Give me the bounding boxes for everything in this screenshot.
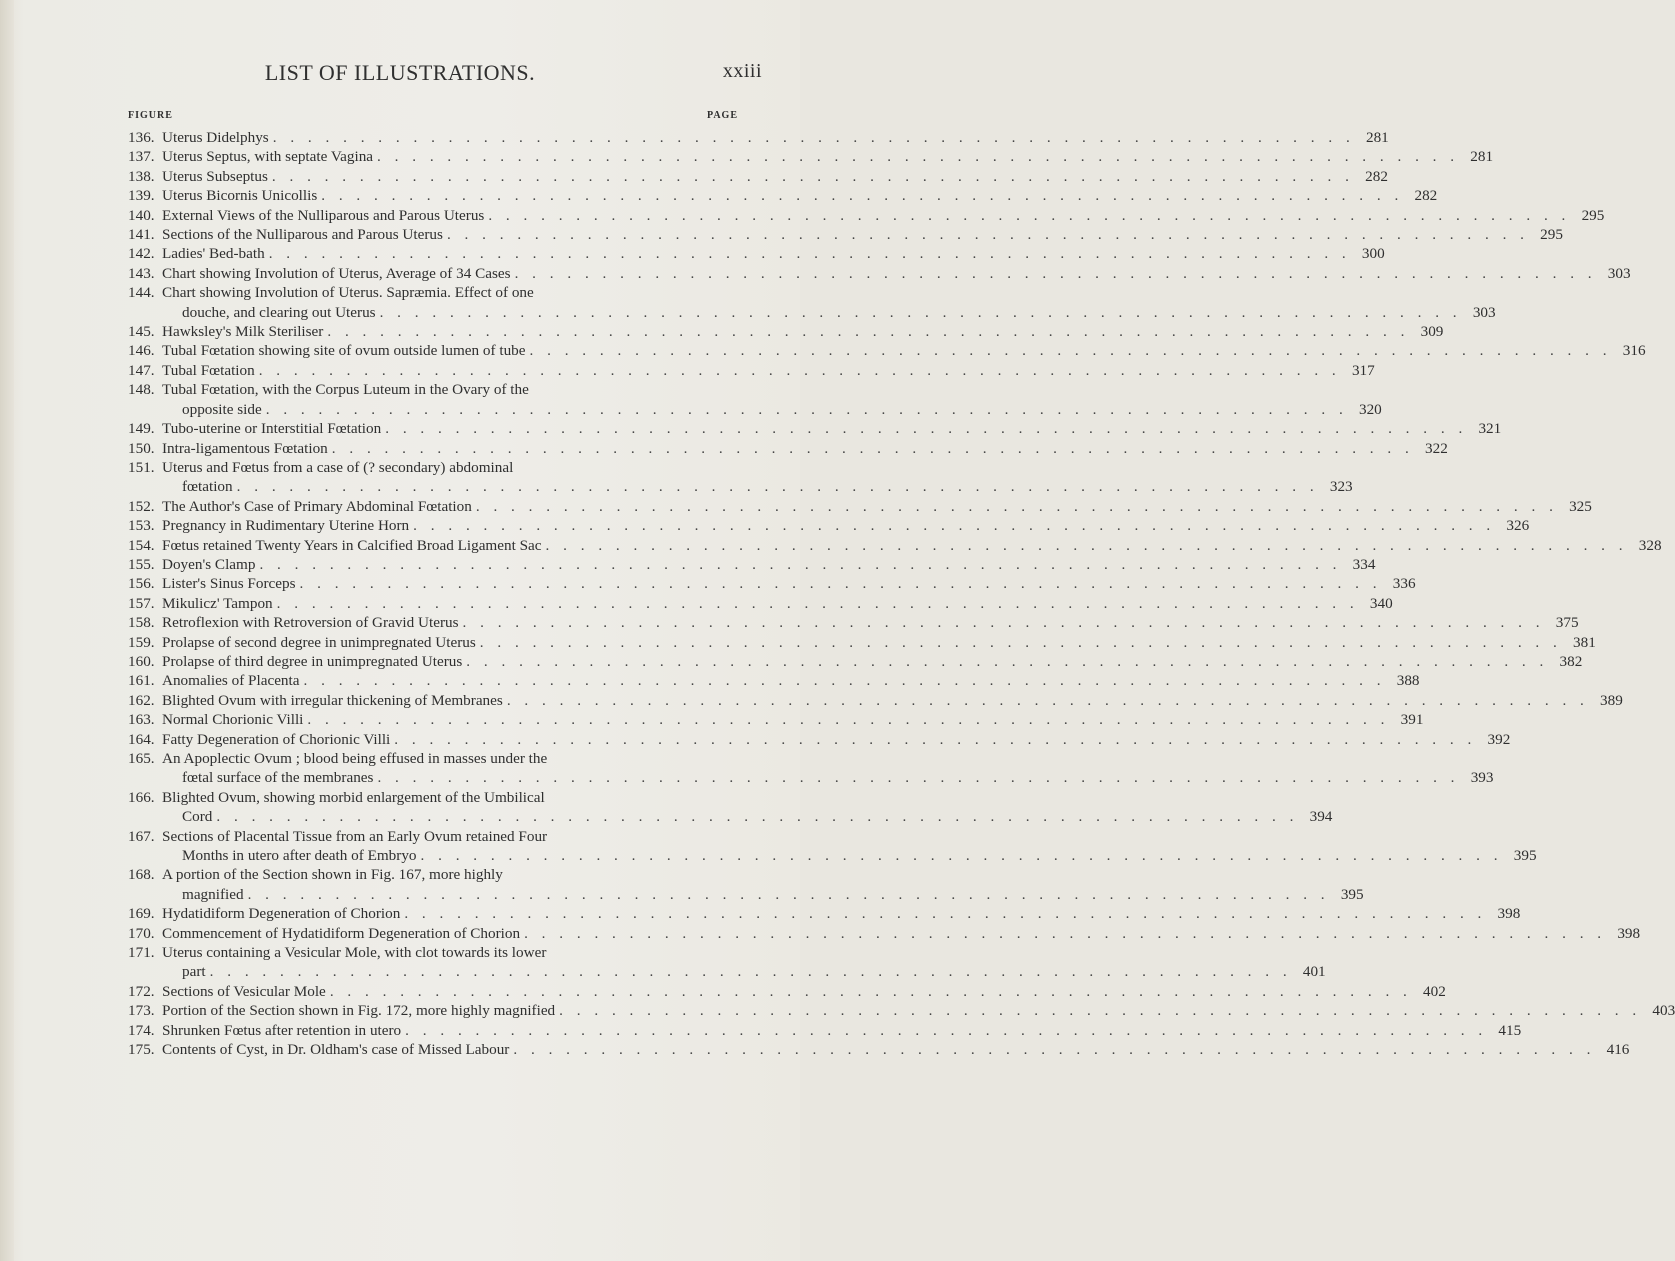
figure-caption [162, 555, 1375, 574]
page-title: LIST OF ILLUSTRATIONS. [264, 60, 536, 85]
figure-caption [162, 594, 1393, 613]
dot-leader: . . . . . . . . . . . . . . . . . . . . . . . . . . . . . . . . . . . . . . . . . . . . . . . . . . . . . . . . . . . . . . [307, 711, 1390, 729]
page-reference: 403 [1652, 1002, 1675, 1020]
list-item [128, 1040, 1630, 1059]
figure-caption [162, 283, 1496, 322]
figure-caption [162, 497, 1592, 516]
figure-number: 158. [128, 614, 155, 632]
list-item [128, 1001, 1675, 1020]
page-reference: 321 [1478, 420, 1502, 438]
figure-number: 141. [128, 226, 155, 244]
list-item [128, 788, 1333, 827]
column-headers [128, 110, 738, 128]
caption-line: opposite side [182, 400, 262, 418]
list-item [128, 458, 1353, 497]
caption-line: Uterus and Fœtus from a case of (? secondary) abdominal [162, 458, 514, 476]
caption-line: Fatty Degeneration of Chorionic Villi [162, 730, 391, 748]
page-reference: 322 [1425, 439, 1448, 457]
figure-number: 149. [128, 420, 155, 438]
figure-caption [162, 574, 1416, 593]
page-reference: 320 [1358, 400, 1382, 418]
caption-line: Fœtus retained Twenty Years in Calcified Broad Ligament Sac [162, 536, 542, 554]
figure-caption [162, 225, 1563, 244]
figure-number: 146. [128, 342, 155, 360]
page-reference: 309 [1420, 323, 1444, 341]
caption-line: Portion of the Section shown in Fig. 172, more highly magnified [162, 1002, 556, 1020]
list-item [128, 244, 1385, 263]
caption-line: Cord [182, 808, 213, 826]
dot-leader: . . . . . . . . . . . . . . . . . . . . . . . . . . . . . . . . . . . . . . . . . . . . . . . . . . . . . . . . . . . . . . [331, 439, 1414, 457]
dot-leader: . . . . . . . . . . . . . . . . . . . . . . . . . . . . . . . . . . . . . . . . . . . . . . . . . . . . . . . . . . . . . . [329, 982, 1412, 1000]
figure-number: 150. [128, 439, 155, 457]
figure-number: 147. [128, 361, 155, 379]
caption-line: Commencement of Hydatidiform Degeneration of Chorion [162, 924, 521, 942]
dot-leader: . . . . . . . . . . . . . . . . . . . . . . . . . . . . . . . . . . . . . . . . . . . . . . . . . . . . . . . . . . . . . . [271, 167, 1354, 185]
figure-number: 145. [128, 323, 155, 341]
dot-leader: . . . . . . . . . . . . . . . . . . . . . . . . . . . . . . . . . . . . . . . . . . . . . . . . . . . . . . . . . . . . . . [299, 575, 1382, 593]
caption-line: Prolapse of second degree in unimpregnated Uterus [162, 633, 476, 651]
page-reference: 300 [1361, 245, 1385, 263]
caption-line: Blighted Ovum with irregular thickening of Membranes [162, 691, 503, 709]
list-item [128, 827, 1537, 866]
page-reference: 415 [1498, 1021, 1522, 1039]
figure-caption [162, 419, 1501, 438]
page-reference: 388 [1396, 672, 1420, 690]
list-item [128, 594, 1393, 613]
page-reference: 401 [1302, 963, 1326, 981]
figure-caption [162, 244, 1385, 263]
page-reference: 398 [1617, 924, 1641, 942]
dot-leader: . . . . . . . . . . . . . . . . . . . . . . . . . . . . . . . . . . . . . . . . . . . . . . . . . . . . . . . . . . . . . . [462, 614, 1545, 632]
dot-leader: . . . . . . . . . . . . . . . . . . . . . . . . . . . . . . . . . . . . . . . . . . . . . . . . . . . . . . . . . . . . . . [413, 517, 1496, 535]
figure-caption [162, 361, 1375, 380]
page-reference: 295 [1540, 226, 1563, 244]
caption-line: An Apoplectic Ovum ; blood being effused in masses under the [162, 750, 548, 767]
figure-caption [162, 128, 1389, 147]
page-reference: 391 [1400, 711, 1424, 729]
figure-caption [162, 458, 1353, 497]
caption-line: Sections of Vesicular Mole [162, 982, 326, 1000]
figure-caption [162, 516, 1529, 535]
dot-leader: . . . . . . . . . . . . . . . . . . . . . . . . . . . . . . . . . . . . . . . . . . . . . . . . . . . . . . . . . . . . . . [488, 206, 1571, 224]
list-item [128, 904, 1521, 923]
page-reference: 393 [1470, 769, 1494, 787]
page-reference: 295 [1581, 206, 1605, 224]
list-item [128, 710, 1424, 729]
list-item [128, 691, 1623, 710]
caption-line: Hydatidiform Degeneration of Chorion [162, 905, 401, 923]
figure-caption [162, 341, 1646, 360]
caption-line: Chart showing Involution of Uterus, Average of 34 Cases [162, 264, 511, 282]
caption-line: Months in utero after death of Embryo [182, 847, 417, 865]
list-item [128, 186, 1438, 205]
dot-leader: . . . . . . . . . . . . . . . . . . . . . . . . . . . . . . . . . . . . . . . . . . . . . . . . . . . . . . . . . . . . . . [405, 1021, 1488, 1039]
list-item [128, 652, 1583, 671]
caption-line: Uterus Subseptus [162, 167, 268, 185]
dot-leader: . . . . . . . . . . . . . . . . . . . . . . . . . . . . . . . . . . . . . . . . . . . . . . . . . . . . . . . . . . . . . . [513, 1041, 1596, 1059]
figure-number: 174. [128, 1021, 155, 1039]
page-reference: 398 [1497, 905, 1521, 923]
caption-line: Anomalies of Placenta [162, 672, 300, 690]
dot-leader: . . . . . . . . . . . . . . . . . . . . . . . . . . . . . . . . . . . . . . . . . . . . . . . . . . . . . . . . . . . . . . [475, 497, 1558, 515]
caption-line: Normal Chorionic Villi [162, 711, 304, 729]
dot-leader: . . . . . . . . . . . . . . . . . . . . . . . . . . . . . . . . . . . . . . . . . . . . . . . . . . . . . . . . . . . . . . [446, 226, 1529, 244]
dot-leader: . . . . . . . . . . . . . . . . . . . . . . . . . . . . . . . . . . . . . . . . . . . . . . . . . . . . . . . . . . . . . . [559, 1002, 1642, 1020]
figure-number: 142. [128, 245, 155, 263]
dot-leader: . . . . . . . . . . . . . . . . . . . . . . . . . . . . . . . . . . . . . . . . . . . . . . . . . . . . . . . . . . . . . . [420, 847, 1503, 865]
dot-leader: . . . . . . . . . . . . . . . . . . . . . . . . . . . . . . . . . . . . . . . . . . . . . . . . . . . . . . . . . . . . . . [524, 924, 1607, 942]
figure-caption [162, 788, 1332, 827]
caption-line: Pregnancy in Rudimentary Uterine Horn [162, 517, 410, 535]
dot-leader: . . . . . . . . . . . . . . . . . . . . . . . . . . . . . . . . . . . . . . . . . . . . . . . . . . . . . . . . . . . . . . [265, 400, 1348, 418]
list-item [128, 730, 1511, 749]
figure-number: 170. [128, 924, 155, 942]
dot-leader: . . . . . . . . . . . . . . . . . . . . . . . . . . . . . . . . . . . . . . . . . . . . . . . . . . . . . . . . . . . . . . [247, 885, 1330, 903]
dot-leader: . . . . . . . . . . . . . . . . . . . . . . . . . . . . . . . . . . . . . . . . . . . . . . . . . . . . . . . . . . . . . . [479, 633, 1562, 651]
dot-leader: . . . . . . . . . . . . . . . . . . . . . . . . . . . . . . . . . . . . . . . . . . . . . . . . . . . . . . . . . . . . . . [321, 187, 1404, 205]
caption-line: fœtal surface of the membranes [182, 769, 374, 787]
dot-leader: . . . . . . . . . . . . . . . . . . . . . . . . . . . . . . . . . . . . . . . . . . . . . . . . . . . . . . . . . . . . . . [209, 963, 1292, 981]
list-item [128, 264, 1631, 283]
figure-number: 163. [128, 711, 155, 729]
figure-number: 156. [128, 575, 155, 593]
page-reference: 389 [1600, 691, 1623, 709]
caption-line: Uterus Septus, with septate Vagina [162, 148, 374, 166]
caption-line: Tubal Fœtation showing site of ovum outside lumen of tube [162, 342, 526, 360]
page-reference: 392 [1487, 730, 1511, 748]
figure-caption [162, 904, 1520, 923]
caption-line: Chart showing Involution of Uterus. Sapræmia. Effect of one [162, 284, 534, 302]
figure-number: 137. [128, 148, 155, 166]
figure-caption [162, 1040, 1629, 1059]
list-item [128, 167, 1388, 186]
page-reference: 395 [1513, 847, 1537, 865]
figure-number: 154. [128, 536, 155, 554]
list-item [128, 361, 1375, 380]
page-reference: 326 [1506, 517, 1530, 535]
caption-line: Ladies' Bed-bath [162, 245, 265, 263]
figure-number: 166. [128, 788, 155, 806]
figure-caption [162, 710, 1423, 729]
caption-line: Tubal Fœtation, with the Corpus Luteum in the Ovary of the [162, 381, 529, 399]
running-header [0, 60, 800, 90]
caption-line: Tubal Fœtation [162, 361, 255, 379]
figure-number: 171. [128, 944, 155, 962]
figure-caption [162, 924, 1640, 943]
dot-leader: . . . . . . . . . . . . . . . . . . . . . . . . . . . . . . . . . . . . . . . . . . . . . . . . . . . . . . . . . . . . . . [236, 478, 1319, 496]
dot-leader: . . . . . . . . . . . . . . . . . . . . . . . . . . . . . . . . . . . . . . . . . . . . . . . . . . . . . . . . . . . . . . [379, 303, 1462, 321]
dot-leader: . . . . . . . . . . . . . . . . . . . . . . . . . . . . . . . . . . . . . . . . . . . . . . . . . . . . . . . . . . . . . . [216, 808, 1299, 826]
page-reference: 316 [1622, 342, 1646, 360]
illustrations-list [128, 128, 1675, 1060]
figure-number: 168. [128, 866, 155, 884]
figure-caption [162, 186, 1437, 205]
figure-caption [162, 206, 1604, 225]
page-number: xxiii [722, 60, 762, 82]
dot-leader: . . . . . . . . . . . . . . . . . . . . . . . . . . . . . . . . . . . . . . . . . . . . . . . . . . . . . . . . . . . . . . [506, 691, 1589, 709]
page-reference: 303 [1607, 264, 1631, 282]
page-reference: 416 [1606, 1041, 1630, 1059]
figure-number: 152. [128, 497, 155, 515]
dot-leader: . . . . . . . . . . . . . . . . . . . . . . . . . . . . . . . . . . . . . . . . . . . . . . . . . . . . . . . . . . . . . . [327, 323, 1410, 341]
figure-number: 144. [128, 284, 155, 302]
figure-number: 151. [128, 458, 155, 476]
list-item [128, 574, 1416, 593]
list-item [128, 613, 1579, 632]
figure-caption [162, 865, 1364, 904]
figure-caption [162, 671, 1420, 690]
page-reference: 281 [1470, 148, 1494, 166]
page-reference: 303 [1472, 303, 1496, 321]
page-reference: 325 [1569, 497, 1592, 515]
caption-line: External Views of the Nulliparous and Parous Uterus [162, 206, 485, 224]
caption-line: Retroflexion with Retroversion of Gravid Uterus [162, 614, 459, 632]
dot-leader: . . . . . . . . . . . . . . . . . . . . . . . . . . . . . . . . . . . . . . . . . . . . . . . . . . . . . . . . . . . . . . [529, 342, 1612, 360]
figure-number: 173. [128, 1002, 155, 1020]
figure-caption [162, 167, 1388, 186]
caption-line: Sections of Placental Tissue from an Early Ovum retained Four [162, 827, 548, 845]
caption-line: The Author's Case of Primary Abdominal Fœtation [162, 497, 472, 515]
page-column-header: PAGE [706, 110, 738, 121]
dot-leader: . . . . . . . . . . . . . . . . . . . . . . . . . . . . . . . . . . . . . . . . . . . . . . . . . . . . . . . . . . . . . . [303, 672, 1386, 690]
page-reference: 375 [1555, 614, 1579, 632]
figure-column-header: FIGURE [128, 110, 173, 121]
caption-line: Lister's Sinus Forceps [162, 575, 296, 593]
list-item [128, 341, 1646, 360]
list-item [128, 147, 1494, 166]
figure-number: 143. [128, 264, 155, 282]
figure-number: 157. [128, 594, 155, 612]
figure-number: 169. [128, 905, 155, 923]
dot-leader: . . . . . . . . . . . . . . . . . . . . . . . . . . . . . . . . . . . . . . . . . . . . . . . . . . . . . . . . . . . . . . [268, 245, 1351, 263]
dot-leader: . . . . . . . . . . . . . . . . . . . . . . . . . . . . . . . . . . . . . . . . . . . . . . . . . . . . . . . . . . . . . . [258, 361, 1341, 379]
page-reference: 282 [1365, 167, 1388, 185]
list-item [128, 419, 1502, 438]
caption-line: Uterus Bicornis Unicollis [162, 187, 318, 205]
caption-line: Sections of the Nulliparous and Parous Uterus [162, 226, 443, 244]
figure-number: 172. [128, 982, 155, 1000]
figure-number: 159. [128, 633, 155, 651]
list-item [128, 536, 1662, 555]
figure-caption [162, 1021, 1521, 1040]
caption-line: Contents of Cyst, in Dr. Oldham's case of Missed Labour [162, 1041, 510, 1059]
list-item [128, 497, 1592, 516]
figure-caption [162, 439, 1448, 458]
list-item [128, 322, 1444, 341]
figure-number: 148. [128, 381, 155, 399]
figure-caption [162, 730, 1510, 749]
page-reference: 395 [1340, 885, 1364, 903]
caption-line: Intra-ligamentous Fœtation [162, 439, 328, 457]
dot-leader: . . . . . . . . . . . . . . . . . . . . . . . . . . . . . . . . . . . . . . . . . . . . . . . . . . . . . . . . . . . . . . [394, 730, 1477, 748]
page-reference: 323 [1329, 478, 1353, 496]
list-item [128, 555, 1376, 574]
list-item [128, 206, 1605, 225]
list-item [128, 225, 1563, 244]
list-item [128, 283, 1496, 322]
list-item [128, 633, 1596, 652]
dot-leader: . . . . . . . . . . . . . . . . . . . . . . . . . . . . . . . . . . . . . . . . . . . . . . . . . . . . . . . . . . . . . . [545, 536, 1628, 554]
page-reference: 402 [1423, 982, 1446, 1000]
page-reference: 381 [1573, 633, 1596, 651]
page-reference: 340 [1369, 594, 1393, 612]
figure-caption [162, 322, 1443, 341]
book-spine-shadow [0, 0, 14, 1261]
figure-caption [162, 827, 1537, 866]
figure-number: 164. [128, 730, 155, 748]
figure-caption [162, 943, 1326, 982]
caption-line: Shrunken Fœtus after retention in utero [162, 1021, 402, 1039]
figure-caption [162, 536, 1662, 555]
caption-line: fœtation [182, 478, 233, 496]
figure-caption [162, 982, 1446, 1001]
caption-line: Mikulicz' Tampon [162, 594, 273, 612]
figure-number: 165. [128, 750, 155, 767]
page-reference: 334 [1352, 555, 1376, 573]
dot-leader: . . . . . . . . . . . . . . . . . . . . . . . . . . . . . . . . . . . . . . . . . . . . . . . . . . . . . . . . . . . . . . [377, 148, 1460, 166]
figure-caption [162, 691, 1623, 710]
list-item [128, 924, 1641, 943]
figure-number: 175. [128, 1041, 155, 1059]
figure-caption [162, 749, 1493, 788]
dot-leader: . . . . . . . . . . . . . . . . . . . . . . . . . . . . . . . . . . . . . . . . . . . . . . . . . . . . . . . . . . . . . . [385, 420, 1468, 438]
figure-number: 167. [128, 827, 155, 845]
caption-line: Hawksley's Milk Steriliser [162, 323, 324, 341]
figure-number: 140. [128, 206, 155, 224]
figure-number: 138. [128, 167, 155, 185]
figure-caption [162, 633, 1596, 652]
caption-line: part [182, 963, 206, 981]
figure-number: 162. [128, 691, 155, 709]
figure-caption [162, 264, 1631, 283]
caption-line: Prolapse of third degree in unimpregnated Uterus [162, 652, 463, 670]
figure-number: 160. [128, 652, 155, 670]
figure-number: 155. [128, 555, 155, 573]
page-reference: 394 [1309, 808, 1333, 826]
page-reference: 382 [1559, 652, 1583, 670]
dot-leader: . . . . . . . . . . . . . . . . . . . . . . . . . . . . . . . . . . . . . . . . . . . . . . . . . . . . . . . . . . . . . . [377, 769, 1460, 787]
list-item [128, 439, 1448, 458]
figure-number: 153. [128, 517, 155, 535]
list-item [128, 749, 1494, 788]
list-item [128, 982, 1446, 1001]
caption-line: magnified [182, 885, 244, 903]
figure-number: 139. [128, 187, 155, 205]
page-reference: 317 [1351, 361, 1375, 379]
caption-line: douche, and clearing out Uterus [182, 303, 376, 321]
list-item [128, 671, 1420, 690]
figure-caption [162, 613, 1579, 632]
caption-line: Doyen's Clamp [162, 555, 256, 573]
page-reference: 281 [1365, 129, 1389, 146]
figure-caption [162, 380, 1382, 419]
figure-number: 136. [128, 129, 155, 146]
caption-line: Tubo-uterine or Interstitial Fœtation [162, 420, 382, 438]
caption-line: Uterus Didelphys [162, 129, 269, 146]
caption-line: Blighted Ovum, showing morbid enlargement of the Umbilical [162, 788, 545, 806]
list-item [128, 516, 1530, 535]
list-item [128, 1021, 1522, 1040]
figure-caption [162, 652, 1582, 671]
list-item [128, 128, 1389, 147]
page-reference: 336 [1392, 575, 1416, 593]
page-reference: 282 [1414, 187, 1438, 205]
figure-number: 161. [128, 672, 155, 690]
dot-leader: . . . . . . . . . . . . . . . . . . . . . . . . . . . . . . . . . . . . . . . . . . . . . . . . . . . . . . . . . . . . . . [514, 264, 1597, 282]
caption-line: A portion of the Section shown in Fig. 167, more highly [162, 866, 503, 884]
list-item [128, 943, 1326, 982]
dot-leader: . . . . . . . . . . . . . . . . . . . . . . . . . . . . . . . . . . . . . . . . . . . . . . . . . . . . . . . . . . . . . . [466, 652, 1549, 670]
list-item [128, 865, 1364, 904]
dot-leader: . . . . . . . . . . . . . . . . . . . . . . . . . . . . . . . . . . . . . . . . . . . . . . . . . . . . . . . . . . . . . . [272, 129, 1355, 146]
dot-leader: . . . . . . . . . . . . . . . . . . . . . . . . . . . . . . . . . . . . . . . . . . . . . . . . . . . . . . . . . . . . . . [404, 905, 1487, 923]
figure-caption [162, 147, 1493, 166]
caption-line: Uterus containing a Vesicular Mole, with clot towards its lower [162, 944, 547, 962]
dot-leader: . . . . . . . . . . . . . . . . . . . . . . . . . . . . . . . . . . . . . . . . . . . . . . . . . . . . . . . . . . . . . . [276, 594, 1359, 612]
figure-caption [162, 1001, 1675, 1020]
list-item [128, 380, 1382, 419]
dot-leader: . . . . . . . . . . . . . . . . . . . . . . . . . . . . . . . . . . . . . . . . . . . . . . . . . . . . . . . . . . . . . . [259, 555, 1342, 573]
page-reference: 328 [1638, 536, 1662, 554]
